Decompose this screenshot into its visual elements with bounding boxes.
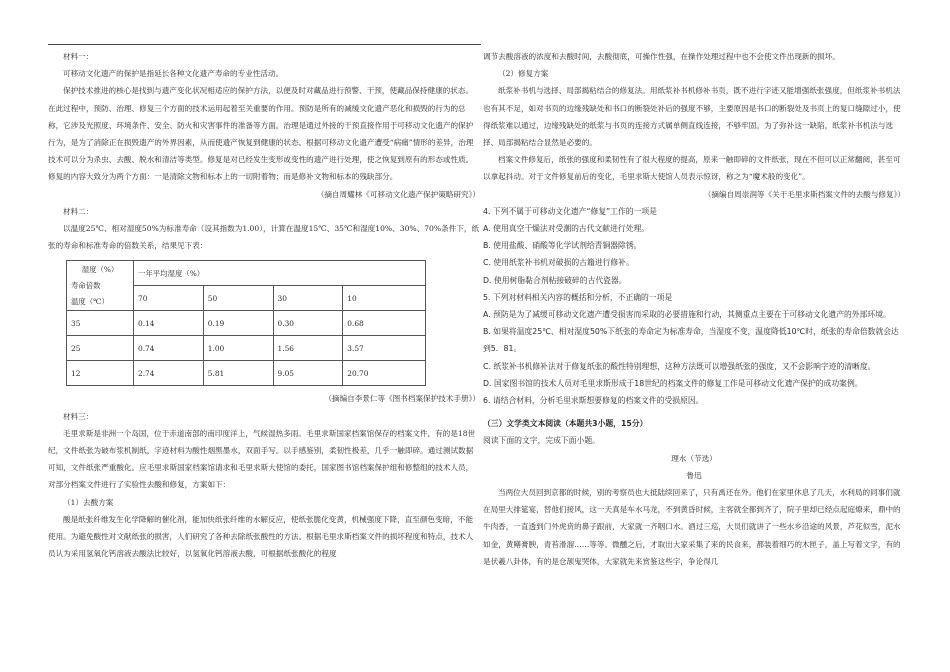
deacid-plan-body: 酸是纸张纤维发生化学降解的催化剂，能加快纸张纤维的水解反应，使纸张脆化变黄，机械强度下降，直至颜色变暗，不能使用。为避免酸性对文献纸张的损害，人们研究了各种去除纸张酸性的方法。根据毛里求斯档案文件的损坏程度和特点，技术人员认为采用氢氧化钙溶液去酸法比较好，以氢氧化钙溶液去酸，可根据纸张酸化的程度 xyxy=(48,514,474,559)
header-humidity: 湿度（%） xyxy=(81,264,119,274)
table-corner-header xyxy=(67,261,134,311)
deacid-plan-continued: 调节去酸溶液的浓度和去酸时间，去酸彻底，可操作性强，在操作处理过程中也不会使文件出现新的损坏。 xyxy=(483,52,840,61)
question-5-option-c: C. 纸浆补书机修补法对于修复纸张的酸性特别理想，这种方法既可以增强纸张的强度，又不会影响字迹的清晰度。 xyxy=(483,361,876,371)
value-cell: 2.74 xyxy=(134,361,204,386)
story-title: 理水（节选） xyxy=(671,453,717,463)
story-author: 鲁迅 xyxy=(686,470,702,480)
value-cell: 0.74 xyxy=(134,336,204,361)
question-4-option-c: C. 使用纸浆补书机对破损的古籍进行修补。 xyxy=(483,258,634,268)
material-1-title: 材料一： xyxy=(63,52,94,61)
value-cell: 1.00 xyxy=(203,336,273,361)
temperature-cell: 35 xyxy=(67,311,134,336)
question-5-stem: 5. 下列对材料相关内容的概括和分析，不正确的一项是 xyxy=(483,292,673,302)
header-lifespan: 寿命倍数 xyxy=(71,280,101,290)
question-6 xyxy=(483,392,905,409)
question-4 xyxy=(483,203,905,289)
question-4-option-d: D. 使用树脂黏合剂粘接破碎的古代瓷器。 xyxy=(483,275,627,285)
material-3-title: 材料三： xyxy=(63,411,94,421)
material-1-source: （摘自周耀林《可移动文化遗产保护策略研究》） xyxy=(316,189,480,199)
value-cell: 3.57 xyxy=(343,336,426,361)
table-row xyxy=(67,361,426,386)
value-cell: 0.14 xyxy=(134,311,204,336)
question-4-stem: 4. 下列不属于可移动文化遗产“修复”工作的一项是 xyxy=(483,206,657,216)
material-3-body: 毛里求斯是非洲一个岛国，位于赤道南部的南印度洋上，气候湿热多雨。毛里求斯国家档案馆保存的档案文件，有的是18世纪，文件纸张为破布浆机制纸，字迹材料为酸性烟黑墨水，双面手写。以手感鉴别，柔韧性极差，几乎一触即碎。通过测试数据可知，文件纸张严重酸化。应毛里求斯国家档案馆请求和毛里求斯大使馆的委托，国家图书馆档案保护组和修整组的技术人员，对部分档案文件进行了实验性去酸和修复，方案如下： xyxy=(48,428,476,490)
left-column xyxy=(48,48,480,562)
temperature-cell: 12 xyxy=(67,361,134,386)
top-rule xyxy=(48,44,481,45)
header-annual-humidity: 一年平均湿度（%） xyxy=(134,261,426,286)
story-body: 当两位大员回到京都的时候，别的考察员也大抵陆续回来了，只有禹还在外。他们在家里休息了几天，水利局的同事们就在局里大排筵宴，替他们接风，这一天真是车水马龙，不到黄昏时候，主客就全都到齐了，院子里却已经点起庭燎来，鼎中的牛肉香，一直透到门外虎贲的鼻子跟前，大家就一齐咽口水。酒过三巡，大员们就讲了一些水乡沿途的风景，芦花似雪，泥水如金，黄鳝膏腴，青苔滑溜……等等。微醺之后，才取出大家采集了来的民食来，都装着细巧的木匣子，盖上写着文字，有的是伏羲八卦体，有的是仓颉鬼哭体，大家就先来赏鉴这些字，争论得几 xyxy=(483,488,901,566)
humidity-cell: 70 xyxy=(134,286,204,311)
question-5-option-d: D. 国家图书馆的技术人员对毛里求斯形成于18世纪的档案文件的修复工作是可移动文化遗产保护的成功案例。 xyxy=(483,378,863,388)
humidity-cell: 50 xyxy=(203,286,273,311)
table-row xyxy=(67,336,426,361)
humidity-cell: 30 xyxy=(273,286,343,311)
repair-plan-heading: （2）修复方案 xyxy=(498,69,549,79)
header-temperature: 温度（℃） xyxy=(71,296,109,306)
question-5-option-b: B. 如果将温度25℃、相对湿度50%下纸张的寿命定为标准寿命，当湿度不变，温度降低10℃时，纸张的寿命倍数就会达到5．81。 xyxy=(483,327,899,354)
material-2-title: 材料二： xyxy=(63,206,94,216)
question-4-option-a: A. 使用真空干燥法对受潮的古代文献进行处理。 xyxy=(483,224,650,234)
material-3-source: （摘编自周崇润等《关于毛里求斯档案文件的去酸与修复》） xyxy=(703,189,905,199)
value-cell: 20.70 xyxy=(343,361,426,386)
right-column xyxy=(483,48,905,570)
value-cell: 9.05 xyxy=(273,361,343,386)
value-cell: 0.30 xyxy=(273,311,343,336)
value-cell: 1.56 xyxy=(273,336,343,361)
repair-plan-body: 纸浆补书机与选择、局部揭粘结合的修复法。用纸浆补书机修补书页，既不进行字迹又能增强纸张强度，但纸浆补书机法也有其不足，如对书页的边缘残缺处和书口的断裂处补后的强度不够，主要原因是书口的断裂处及书页上的复口缝隙过小，使得纸浆难以通过，边缘残缺处的纸浆与书页的连接方式属单侧直线连接，不够牢固。为了弥补这一缺陷，纸浆补书机法与选择、局部揭粘结合显然是必要的。 xyxy=(483,86,901,148)
material-1-intro: 可移动文化遗产的保护是指延长各种文化遗产寿命的专业性活动。 xyxy=(63,69,284,79)
section-3-title: （三）文学类文本阅读（本题共3小题，15分） xyxy=(483,419,648,429)
temperature-cell: 25 xyxy=(67,336,134,361)
repair-result-body: 档案文件修复后，纸张的强度和柔韧性有了很大程度的提高，原来一触即碎的文件纸张，现在不但可以正常翻阅，甚至可以拿起抖动。对于文件修复前后的变化，毛里求斯大使馆人员表示惊讶，称之为“魔术般的变化”。 xyxy=(483,155,901,182)
question-5 xyxy=(483,289,905,392)
material-2-intro: 以温度25℃、相对湿度50%为标准寿命（设其指数为1.00），计算在温度15℃、35℃和湿度10%、30%、70%条件下，纸张的寿命和标准寿命的倍数关系，结果见下表： xyxy=(48,224,480,251)
value-cell: 0.68 xyxy=(343,311,426,336)
value-cell: 0.19 xyxy=(203,311,273,336)
humidity-cell: 10 xyxy=(343,286,426,311)
question-4-option-b: B. 使用盐酸、硝酸等化学试剂给青铜器除锈。 xyxy=(483,241,642,251)
material-2-source: （摘编自李景仁等《图书档案保护技术手册》） xyxy=(324,394,480,404)
paper-lifespan-table xyxy=(66,260,426,386)
question-6-stem: 6. 请结合材料，分析毛里求斯想要修复的档案文件的受损原因。 xyxy=(483,396,704,406)
question-5-option-a: A. 预防是为了减缓可移动文化遗产遭受损害而采取的必要措施和行动，其侧重点主要在于可移动文化遗产的外部环境。 xyxy=(483,310,891,320)
deacid-plan-heading: （1）去酸方案 xyxy=(63,497,114,507)
material-1-body: 保护技术推进的核心是找到与遗产变化状况相适应的保护方法，以便及时对藏品进行预警、干预，使藏品保持健康的状态。在此过程中，预防、治理、修复三个方面的技术运用起着至关重要的作用。预防是所有的减缓文化遗产恶化和损毁的行为的总称，它涉及光照度、环境条件、安全、防火和灾害事件的准备等方面。治理是通过外接的干预直接作用于可移动文化遗产的保护行为，是为了消除正在损毁遗产的外界因素，从而使遗产恢复到健康的状态。根据可移动文化遗产遭受“病痛”情形的差异，治理技术可以分为杀虫、去酸、脱水和清洁等类型。修复是对已经发生变形或变性的遗产进行处理，使之恢复到原有的形态或性质。修复的内容大致分为两个方面：一是清除文物和标本上的一切附着物；而是修补文物和标本的残缺部分。 xyxy=(48,86,474,182)
value-cell: 5.81 xyxy=(203,361,273,386)
reading-instruction: 阅读下面的文字，完成下面小题。 xyxy=(483,436,600,446)
table-row xyxy=(67,311,426,336)
